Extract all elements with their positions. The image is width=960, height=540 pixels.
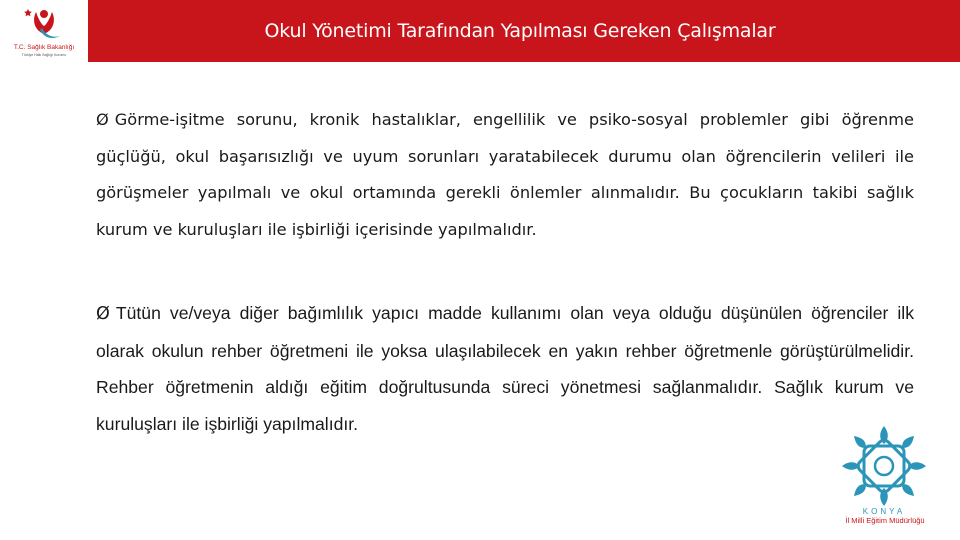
konya-logo-city: KONYA xyxy=(862,507,906,516)
bullet-arrow-icon: Ø xyxy=(96,304,110,324)
page-title: Okul Yönetimi Tarafından Yapılması Gereken Çalışmalar xyxy=(264,20,776,42)
ministry-logo-subtext: Türkiye Halk Sağlığı Kurumu xyxy=(21,53,67,57)
konya-logo-org: İl Milli Eğitim Müdürlüğü xyxy=(845,516,925,525)
health-ministry-logo-icon xyxy=(0,0,88,46)
paragraph-2-text: Tütün ve/veya diğer bağımlılık yapıcı madde kullanımı olan veya olduğu düşünülen öğrenciler ilk olarak okulun rehber öğretmeni ile yoksa ulaşılabilecek en yakın rehber öğretmenle görüştürülmelidir. Rehber öğretmenin aldığı eğitim doğrultusunda süreci yönetmesi sağlanmalıdır. Sağlık kurum ve kuruluşları ile işbirliği yapılmalıdır. xyxy=(96,303,914,434)
paragraph-1 xyxy=(96,102,914,248)
ministry-logo-name: T.C. Sağlık Bakanlığı xyxy=(13,44,75,51)
bullet-arrow-icon: Ø xyxy=(96,110,109,129)
paragraph-2 xyxy=(96,295,914,442)
konya-star-logo-icon xyxy=(836,424,932,510)
header-bar xyxy=(0,0,960,62)
ministry-logo xyxy=(0,0,88,62)
paragraph-1-text: Görme-işitme sorunu, kronik hastalıklar, engellilik ve psiko-sosyal problemler gibi öğrenme güçlüğü, okul başarısızlığı ve uyum sorunları yaratabilecek durumu olan öğrencilerin velileri ile görüşmeler yapılmalı ve okul ortamında gerekli önlemler alınmalıdır. Bu çocukların takibi sağlık kurum ve kuruluşları ile işbirliği içerisinde yapılmalıdır. xyxy=(96,110,914,239)
